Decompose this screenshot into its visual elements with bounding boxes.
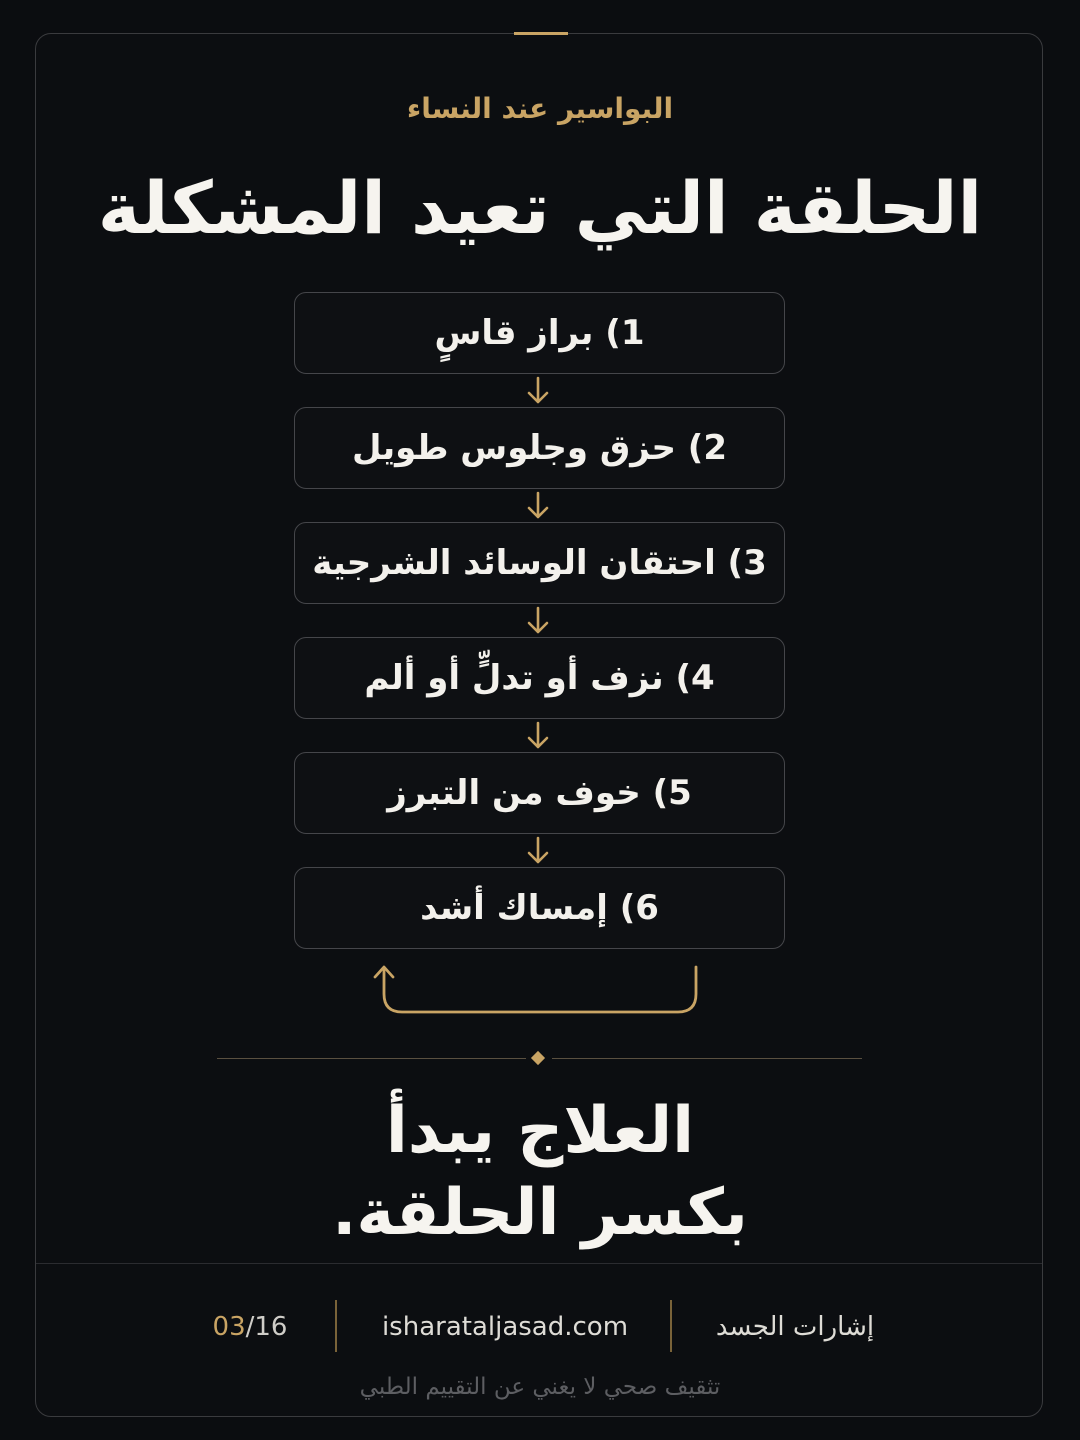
cycle-step-3: 3) احتقان الوسائد الشرجية	[294, 522, 785, 604]
arrow-down-icon	[526, 376, 550, 406]
closing-statement	[0, 1090, 1080, 1254]
website-link[interactable]: isharataljasad.com	[381, 1312, 629, 1342]
arrow-down-icon	[526, 836, 550, 866]
loop-back-arrow-icon	[370, 962, 710, 1022]
cycle-step-2: 2) حزق وجلوس طويل	[294, 407, 785, 489]
cycle-step-6: 6) إمساك أشد	[294, 867, 785, 949]
footer-separator	[670, 1300, 672, 1352]
divider-line	[552, 1058, 862, 1059]
closing-line-2: بكسر الحلقة.	[332, 1176, 748, 1250]
page-indicator	[200, 1312, 300, 1342]
page-total: /16	[245, 1312, 288, 1342]
page-current: 03	[212, 1312, 246, 1342]
footer-separator	[335, 1300, 337, 1352]
brand-name: إشارات الجسد	[715, 1312, 875, 1342]
page-title: الحلقة التي تعيد المشكلة	[97, 166, 983, 250]
cycle-step-1: 1) براز قاسٍ	[294, 292, 785, 374]
cycle-step-5: 5) خوف من التبرز	[294, 752, 785, 834]
closing-line-1: العلاج يبدأ	[385, 1094, 695, 1168]
top-accent-bar	[514, 32, 568, 35]
cycle-step-4: 4) نزف أو تدلٍّ أو ألم	[294, 637, 785, 719]
eyebrow-label: البواسير عند النساء	[406, 92, 674, 125]
divider-line	[217, 1058, 526, 1059]
arrow-down-icon	[526, 491, 550, 521]
arrow-down-icon	[526, 721, 550, 751]
arrow-down-icon	[526, 606, 550, 636]
disclaimer-text: تثقيف صحي لا يغني عن التقييم الطبي	[359, 1374, 721, 1400]
footer-divider	[36, 1263, 1042, 1264]
